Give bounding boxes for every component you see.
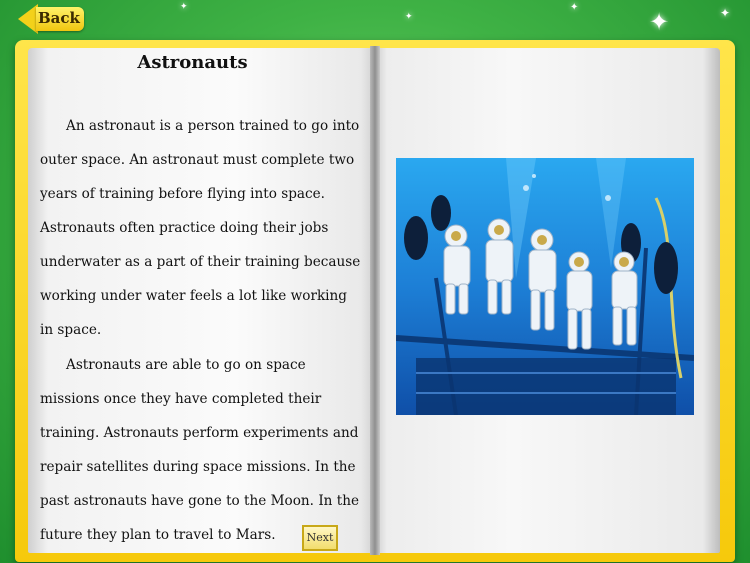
sparkle-icon: ✦ (180, 2, 188, 12)
next-button[interactable]: Next (302, 525, 338, 551)
back-button[interactable] (18, 4, 86, 34)
back-button-label: Back (38, 9, 80, 27)
paragraph-1: An astronaut is a person trained to go into outer space. An astronaut must complete two years of training before flying into space. Astronauts often practice doing their jobs underwater as a part of their training because working under water feels a lot like working in space. (40, 118, 361, 338)
sparkle-icon: ✦ (720, 6, 731, 20)
book-spine (370, 46, 380, 555)
sparkle-icon: ✦ (649, 8, 670, 36)
back-arrow-icon (18, 4, 38, 34)
paragraph-2: Astronauts are able to go on space missions once they have completed their training. Astronauts perform experiments and repair satellites during space missions. In the past astronauts have gone to the Moon. In the future they plan to travel to Mars. (40, 357, 360, 543)
sparkle-icon: ✦ (570, 2, 579, 13)
sparkle-icon: ✦ (405, 12, 413, 22)
page-title: Astronauts (137, 52, 248, 73)
astronaut-underwater-photo (396, 158, 694, 415)
